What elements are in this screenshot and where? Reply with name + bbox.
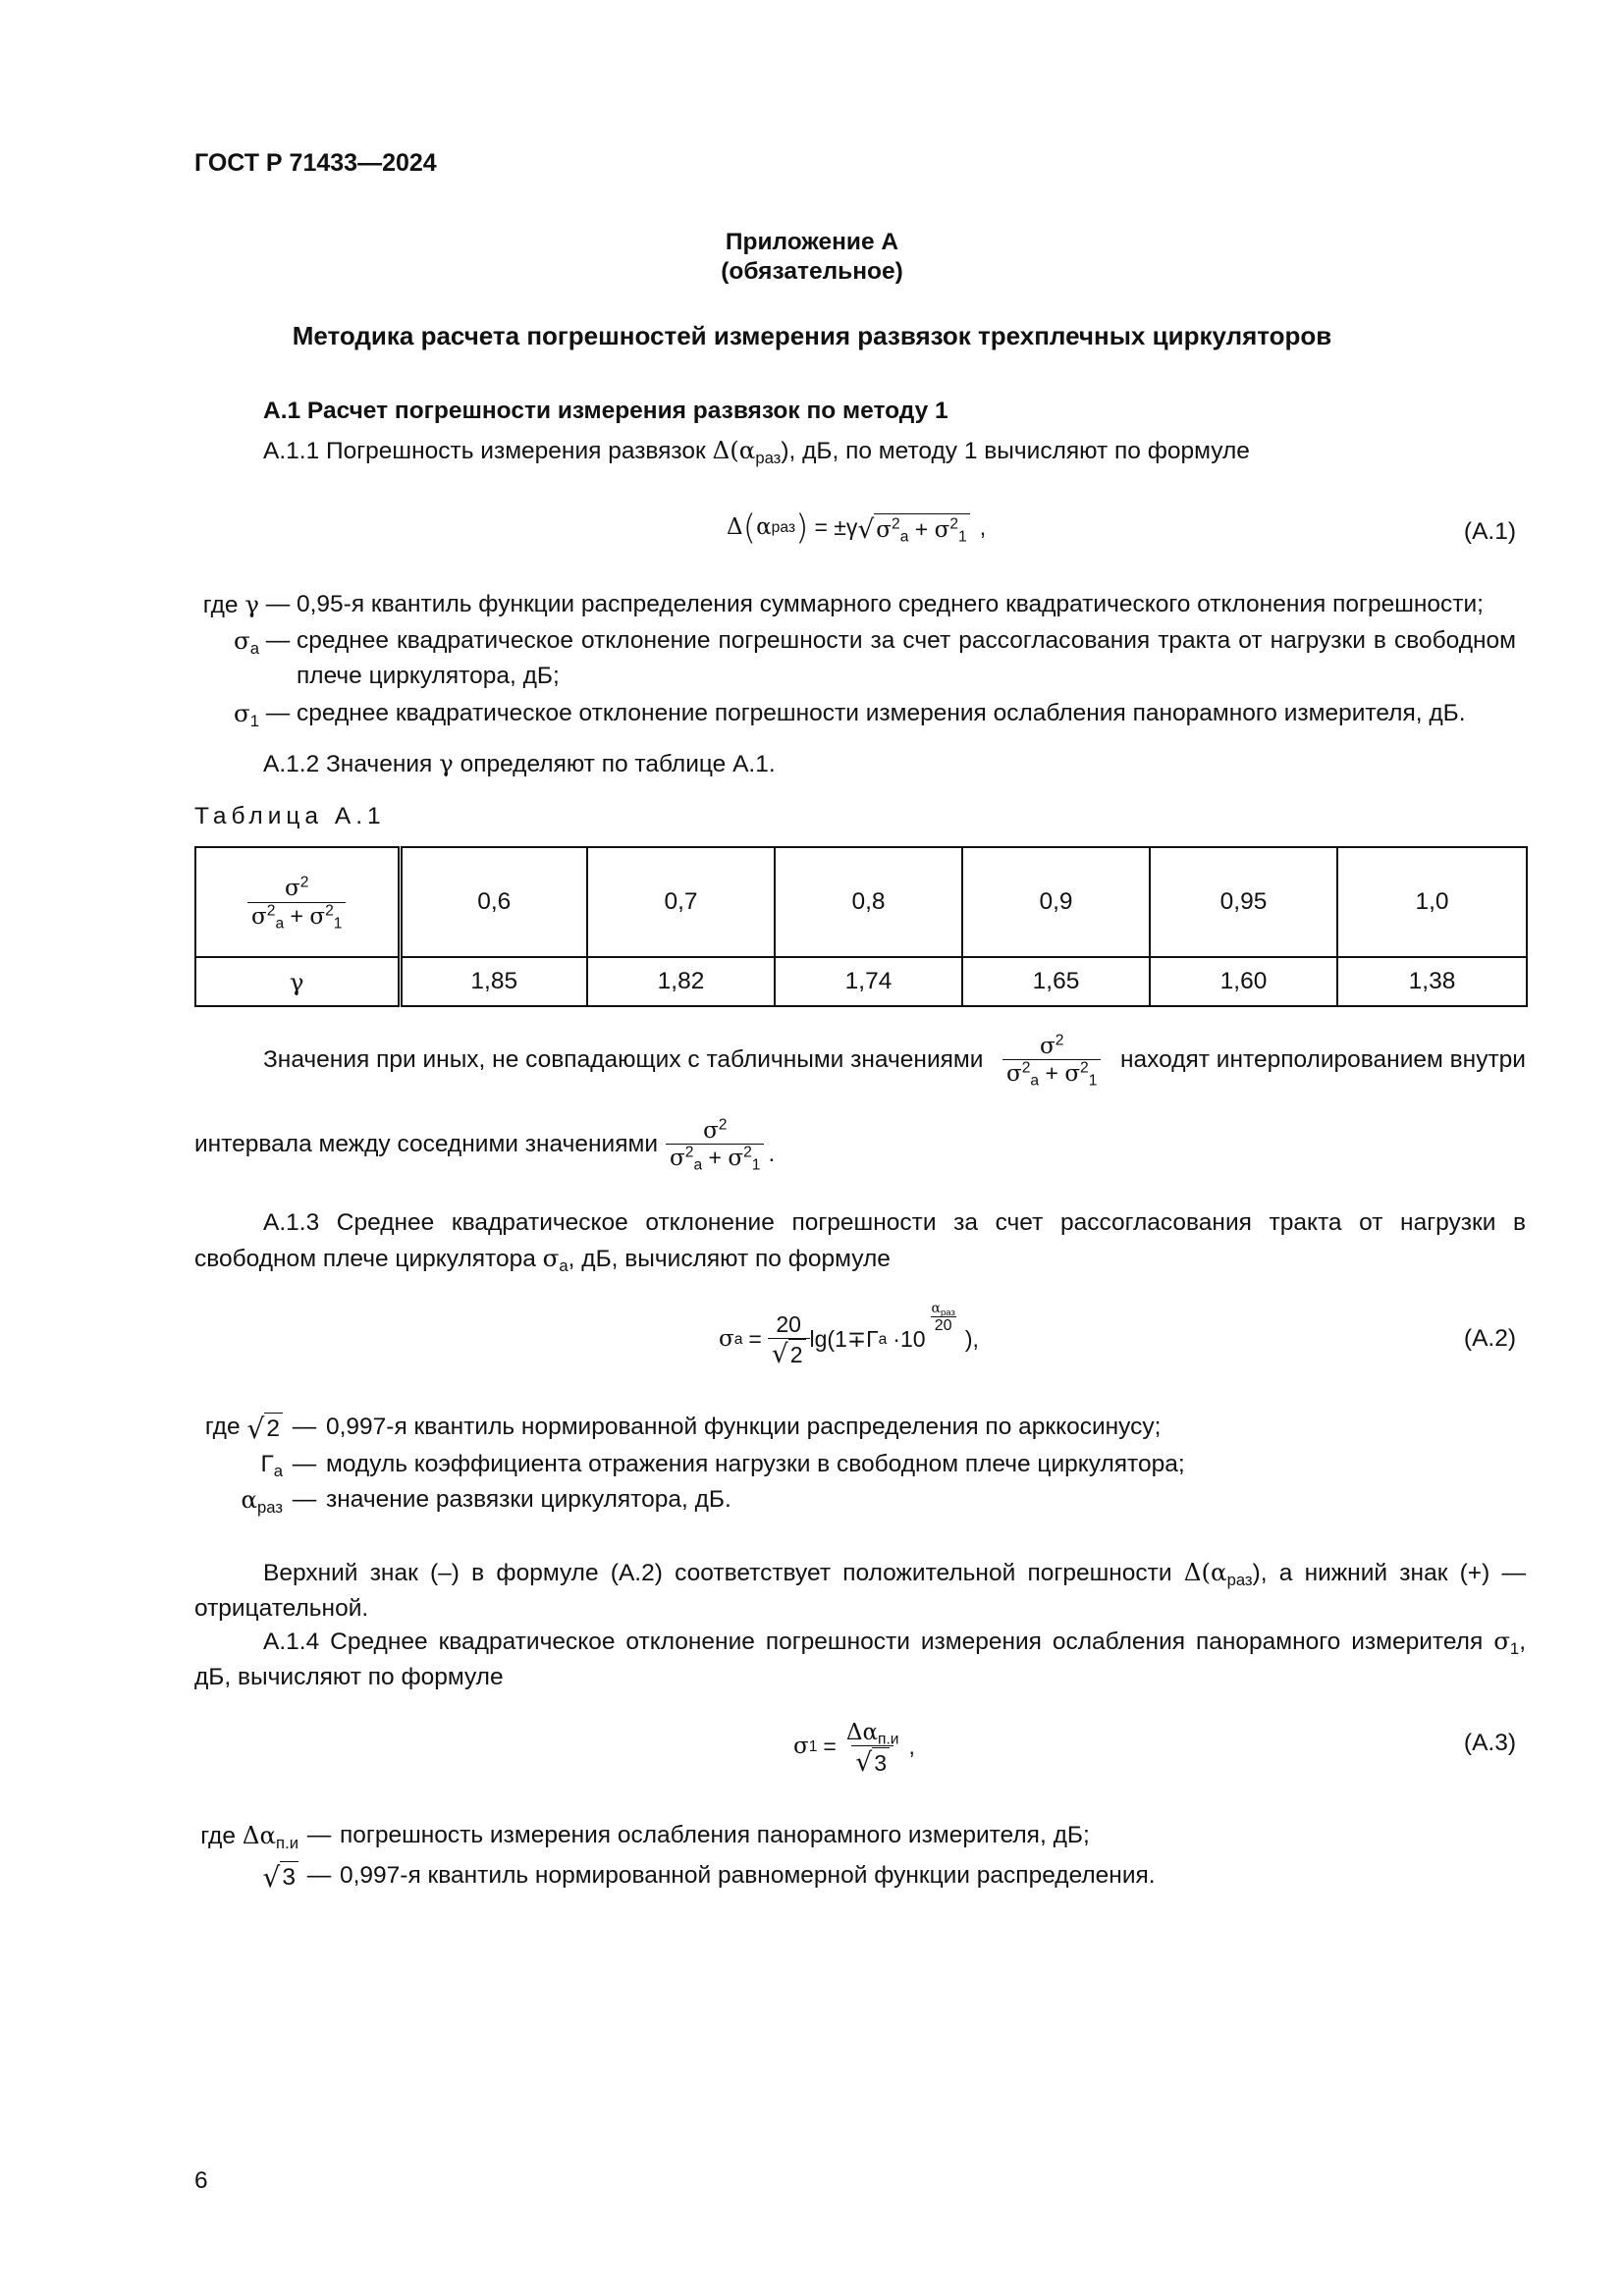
superscript: 2: [892, 515, 900, 533]
text-segment: ), дБ, по методу 1 вычисляют по формуле: [781, 438, 1250, 464]
numerator: 20: [776, 1311, 801, 1338]
definition-row: [204, 1447, 1526, 1482]
formula-a2: σ а = 20 √ 2 lg(1∓Г а ·10 $\frac{\alpha_{раз}}{20}$ ),: [719, 1301, 979, 1370]
superscript: 2: [949, 515, 959, 533]
paragraph-a14: [194, 1624, 1526, 1695]
text-segment: А.1.4 Среднее квадратическое отклонение погрешности измерения ослабления панорамного измерителя: [263, 1629, 1494, 1655]
sigma-symbol: σ: [719, 1326, 734, 1353]
definition-text: значение развязки циркулятора, дБ.: [326, 1486, 731, 1513]
definition-symbol: [194, 1858, 298, 1894]
definition-dash: —: [292, 1414, 317, 1440]
paren-open: (: [742, 507, 757, 548]
definition-symbol: [204, 1410, 283, 1445]
paragraph-a11: [263, 433, 1250, 469]
subscript: раз: [941, 1307, 955, 1318]
table-cell: 0,8: [775, 847, 962, 957]
sigma-symbol: σ: [251, 903, 267, 930]
gamma-symbol: γ: [439, 749, 454, 777]
plus-sign: +: [914, 515, 929, 542]
sqrt-expression: [857, 513, 969, 546]
subscript: а: [559, 1255, 568, 1275]
period: .: [768, 1140, 776, 1167]
fraction: [1002, 1032, 1101, 1091]
table-cell: 1,0: [1337, 847, 1527, 957]
text-segment: Значения при иных, не совпадающих с табличными значениями: [263, 1045, 984, 1073]
fraction: [842, 1719, 903, 1776]
sigma-symbol: σ: [1005, 1061, 1022, 1088]
text-segment: , дБ, вычисляют по формуле: [568, 1246, 891, 1272]
text-segment: находят интерполированием внутри: [1119, 1045, 1526, 1073]
paren-close: ): [795, 507, 809, 548]
appendix-title: Приложение А: [725, 229, 899, 255]
subscript: 1: [249, 711, 259, 730]
paragraph-interp-line2: [194, 1116, 776, 1175]
equation-number-a3: (А.3): [1463, 1730, 1516, 1756]
closing-paren: ),: [964, 1326, 979, 1353]
definition-text: погрешность измерения ослабления панорамного измерителя, дБ;: [340, 1822, 1090, 1848]
definition-text: 0,997-я квантиль нормированной функции распределения по арккосинусу;: [326, 1414, 1162, 1440]
definition-row: [204, 1482, 1526, 1519]
superscript: 2: [1055, 1032, 1064, 1049]
numerator: [928, 1300, 959, 1316]
denominator: [851, 1745, 893, 1776]
text-segment: интервала между соседними значениями: [194, 1130, 659, 1157]
text-segment: А.1.3 Среднее квадратическое отклонение погрешности за счет рассогласования тракта от нагрузки в свободном плече циркулятора: [194, 1209, 1526, 1272]
delta-alpha-symbol: Δ(α: [1183, 1558, 1227, 1586]
table-header-fraction: [195, 847, 400, 957]
delta-symbol: Δ: [727, 514, 743, 541]
comma: ,: [908, 1734, 915, 1760]
denominator: [768, 1338, 810, 1368]
radical-sign: √: [246, 1412, 265, 1445]
definition-text: среднее квадратическое отклонение погрешности измерения ослабления панорамного измерителя, дБ.: [297, 700, 1466, 726]
plus-sign: +: [708, 1145, 722, 1171]
sigma-symbol: σ: [1493, 1627, 1510, 1655]
definition-dash: —: [265, 627, 291, 654]
superscript: 2: [1021, 1059, 1031, 1077]
definition-dash: —: [265, 700, 291, 726]
alpha-symbol: α: [931, 1301, 941, 1316]
definition-row: [194, 1858, 1526, 1894]
subscript: 1: [333, 915, 343, 933]
definition-symbol: [204, 1482, 283, 1519]
table-cell: 0,95: [1150, 847, 1337, 957]
table-row: [195, 957, 1527, 1006]
definition-symbol: [194, 1818, 298, 1854]
sigma-symbol: σ: [309, 903, 326, 930]
definition-symbol: [204, 1447, 283, 1482]
subscript: а: [275, 915, 285, 933]
paragraph-a12: [263, 746, 776, 782]
sigma-symbol: σ: [793, 1734, 809, 1760]
equation-number-a1: (А.1): [1463, 518, 1516, 545]
comma: ,: [979, 514, 987, 541]
denominator: [247, 901, 346, 933]
definitions-a2: [204, 1410, 1526, 1519]
lg-expression: lg(1∓Г: [809, 1326, 879, 1353]
radical-sign: √: [771, 1339, 788, 1370]
text-segment: Верхний знак (–) в формуле (А.2) соответствует положительной погрешности: [263, 1560, 1184, 1586]
section-title: А.1 Расчет погрешности измерения развязок по методу 1: [263, 398, 948, 424]
sigma-symbol: σ: [728, 1146, 744, 1172]
document-header: ГОСТ Р 71433—2024: [194, 149, 437, 177]
text-segment: А.1.1 Погрешность измерения развязок: [263, 438, 713, 464]
table-cell: 1,82: [587, 957, 775, 1006]
definition-dash: —: [292, 1486, 317, 1513]
radical-sign: √: [855, 1746, 873, 1778]
subscript: раз: [257, 1497, 283, 1517]
paragraph-a13: [194, 1205, 1526, 1277]
fraction: [247, 874, 346, 933]
plus-sign: +: [290, 902, 303, 929]
delta-alpha-symbol: Δ(α: [712, 436, 756, 464]
delta-alpha-symbol: Δα: [845, 1719, 878, 1745]
prefix-text: где: [200, 1823, 243, 1849]
definition-dash: —: [306, 1862, 332, 1889]
definition-symbol: [194, 587, 259, 623]
superscript: 2: [684, 1144, 694, 1161]
sigma-symbol: σ: [542, 1244, 560, 1272]
radical-sign: √: [857, 513, 875, 545]
equation-number-a2: (А.2): [1463, 1325, 1516, 1352]
sigma-symbol: σ: [234, 699, 250, 727]
text-segment: А.1.2 Значения: [263, 751, 440, 777]
sigma-symbol: σ: [703, 1118, 719, 1144]
subscript: 1: [751, 1157, 761, 1175]
definition-text: среднее квадратическое отклонение погрешности за счет рассогласования тракта от нагрузки в свободном плече циркулятора, дБ;: [297, 627, 1516, 689]
superscript: 2: [266, 901, 276, 919]
equals-pm-gamma: = ±γ: [814, 514, 858, 541]
superscript: 2: [718, 1116, 728, 1134]
superscript: 2: [325, 901, 334, 919]
fraction: [666, 1116, 764, 1175]
radicand: 2: [788, 1339, 806, 1367]
table-a1: [194, 846, 1528, 1007]
table-cell: 0,6: [400, 847, 587, 957]
definitions-a1: [194, 587, 1516, 732]
definitions-a3: [194, 1818, 1526, 1894]
sigma-symbol: σ: [1040, 1034, 1056, 1059]
subscript: 1: [1509, 1638, 1520, 1658]
table-cell: 1,74: [775, 957, 962, 1006]
delta-alpha-symbol: Δα: [242, 1821, 277, 1849]
sigma-symbol: σ: [934, 516, 950, 543]
subscript: 1: [958, 528, 967, 546]
table-cell: 1,65: [962, 957, 1150, 1006]
prefix-text: где: [204, 1414, 247, 1440]
table-cell: 1,38: [1337, 957, 1527, 1006]
definition-dash: —: [292, 1451, 317, 1477]
appendix-status: (обязательное): [721, 258, 903, 285]
definition-symbol: [194, 696, 259, 732]
times-ten: ·10: [893, 1326, 926, 1353]
sigma-symbol: σ: [234, 626, 250, 655]
radicand: [874, 513, 969, 546]
superscript: 2: [299, 874, 309, 891]
radical-sign: √: [262, 1860, 281, 1894]
definition-row: [194, 696, 1516, 732]
prefix-text: где: [202, 592, 245, 618]
radicand: 2: [264, 1413, 283, 1443]
sqrt-expression: [771, 1339, 806, 1370]
formula-a3: σ 1 = $\Delta\alpha_{п.и}$ √ 3 ,: [793, 1719, 915, 1778]
definition-dash: —: [306, 1822, 332, 1848]
gamma-symbol: γ: [244, 590, 259, 618]
numerator: [842, 1719, 903, 1748]
page-number: 6: [194, 2167, 208, 2194]
subscript: а: [899, 528, 909, 546]
paragraph-sign: [194, 1555, 1526, 1627]
definition-row: [194, 1818, 1526, 1854]
subscript: а: [249, 638, 259, 658]
sigma-symbol: σ: [285, 876, 300, 902]
paragraph-interp-line1: [263, 1032, 1526, 1091]
subscript: п.и: [276, 1833, 298, 1852]
equals-sign: =: [823, 1734, 837, 1760]
main-title: Методика расчета погрешностей измерения развязок трехплечных циркуляторов: [292, 321, 1332, 350]
sqrt-expression: [246, 1413, 283, 1443]
sigma-symbol: σ: [670, 1146, 685, 1172]
definition-symbol: [194, 623, 259, 660]
table-row: [195, 847, 1527, 957]
sqrt-expression: [262, 1861, 298, 1892]
subscript: а: [693, 1157, 703, 1175]
text-segment: , дБ, вычисляют по формуле: [194, 1629, 1526, 1690]
numerator: [1036, 1033, 1067, 1059]
alpha-symbol: α: [241, 1485, 258, 1514]
definition-row: [194, 623, 1516, 694]
table-cell: 0,9: [962, 847, 1150, 957]
subscript: 1: [1088, 1073, 1098, 1091]
denominator: [666, 1144, 764, 1175]
radicand: 3: [280, 1861, 298, 1892]
text-segment: определяют по таблице А.1.: [453, 751, 776, 777]
text-segment: ), а нижний знак (+) — отрицательной.: [194, 1560, 1526, 1622]
denominator: [1002, 1059, 1101, 1091]
subscript: раз: [1226, 1570, 1253, 1589]
alpha-symbol: α: [756, 514, 772, 541]
formula-a1: Δ ( α раз ) = ±γ √ $\sigma^2_а + \sigma^2_1$ ,: [727, 507, 987, 548]
table-row-label: γ: [195, 957, 400, 1006]
superscript: 2: [1080, 1059, 1089, 1077]
definition-text: 0,997-я квантиль нормированной равномерной функции распределения.: [340, 1862, 1156, 1889]
sigma-symbol: σ: [876, 516, 892, 543]
radicand: 3: [872, 1747, 890, 1776]
sqrt-expression: [855, 1747, 890, 1776]
numerator: [699, 1117, 731, 1144]
denominator: 20: [931, 1316, 956, 1335]
subscript: п.и: [878, 1731, 899, 1748]
definition-text: модуль коэффициента отражения нагрузки в свободном плече циркулятора;: [326, 1451, 1185, 1477]
definition-dash: —: [265, 591, 291, 617]
definition-text: 0,95-я квантиль функции распределения суммарного среднего квадратического отклонения погрешности;: [297, 591, 1484, 617]
exponent-fraction: [928, 1300, 959, 1335]
sigma-symbol: σ: [1064, 1061, 1081, 1088]
plus-sign: +: [1045, 1060, 1058, 1087]
subscript: а: [273, 1461, 283, 1480]
gamma-capital-symbol: Г: [260, 1451, 274, 1477]
superscript: 2: [743, 1144, 752, 1161]
subscript: а: [1030, 1073, 1040, 1091]
definition-row: [194, 587, 1516, 623]
table-cell: 1,85: [400, 957, 587, 1006]
fraction: [768, 1311, 810, 1370]
numerator: [281, 875, 312, 901]
table-caption: Таблица А.1: [194, 803, 386, 829]
equals-sign: =: [748, 1326, 762, 1353]
table-cell: 1,60: [1150, 957, 1337, 1006]
definition-row: [204, 1410, 1526, 1445]
subscript: раз: [755, 448, 782, 467]
table-cell: 0,7: [587, 847, 775, 957]
